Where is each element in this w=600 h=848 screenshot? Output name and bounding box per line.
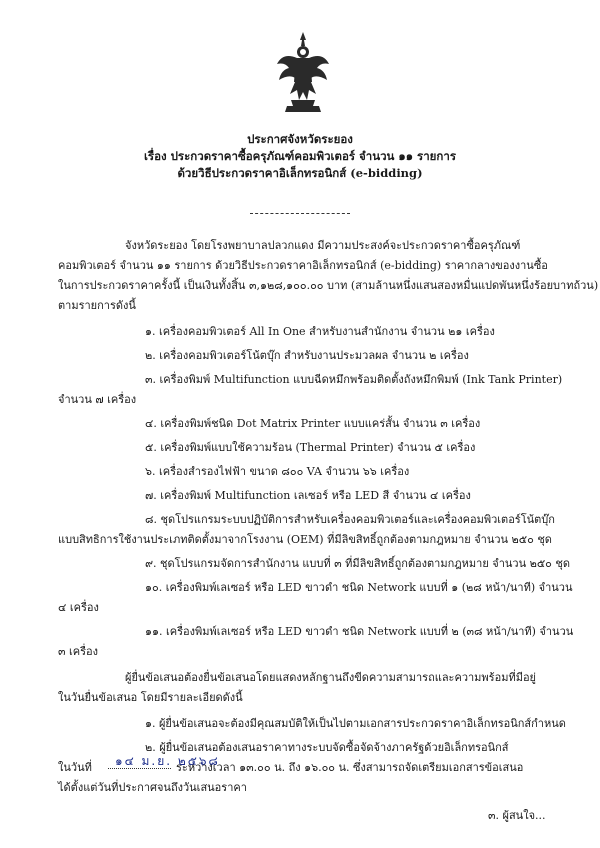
- item-4: ๔. เครื่องพิมพ์ชนิด Dot Matrix Printer แบบแคร่สั้น จำนวน ๓ เครื่อง: [145, 417, 481, 430]
- intro-line: ตามรายการดังนี้: [58, 299, 136, 312]
- item-9: ๙. ชุดโปรแกรมจัดการสำนักงาน แบบที่ ๓ ที่มีลิขสิทธิ์ถูกต้องตามกฎหมาย จำนวน ๒๕๐ ชุด: [145, 557, 571, 570]
- item-10: ๑๐. เครื่องพิมพ์เลเซอร์ หรือ LED ขาวดำ ชนิด Network แบบที่ ๑ (๒๘ หน้า/นาที) จำนวน: [145, 581, 573, 594]
- handwritten-date: ๑๔ ม.ย. ๒๕๖๘: [115, 754, 220, 768]
- item-10-cont: ๔ เครื่อง: [58, 601, 99, 614]
- condition-2-date-prefix: ในวันที่: [58, 761, 92, 774]
- condition-2-cont: ได้ตั้งแต่วันที่ประกาศจนถึงวันเสนอราคา: [58, 781, 247, 794]
- condition-2: ๒. ผู้ยื่นข้อเสนอต้องเสนอราคาทางระบบจัดซื้อจัดจ้างภาครัฐด้วยอิเล็กทรอนิกส์: [145, 741, 509, 754]
- item-6: ๖. เครื่องสำรองไฟฟ้า ขนาด ๘๐๐ VA จำนวน ๖๖ เครื่อง: [145, 465, 410, 478]
- item-3: ๓. เครื่องพิมพ์ Multifunction แบบฉีดหมึกพร้อมติดตั้งถังหมึกพิมพ์ (Ink Tank Printer): [145, 373, 563, 386]
- item-11: ๑๑. เครื่องพิมพ์เลเซอร์ หรือ LED ขาวดำ ชนิด Network แบบที่ ๒ (๓๘ หน้า/นาที) จำนวน: [145, 625, 574, 638]
- item-7: ๗. เครื่องพิมพ์ Multifunction เลเซอร์ หรือ LED สี จำนวน ๔ เครื่อง: [145, 489, 471, 502]
- item-5: ๕. เครื่องพิมพ์แบบใช้ความร้อน (Thermal Printer) จำนวน ๕ เครื่อง: [145, 441, 476, 454]
- item-3-cont: จำนวน ๗ เครื่อง: [58, 393, 137, 406]
- intro-line: ในการประกวดราคาครั้งนี้ เป็นเงินทั้งสิ้น ๓,๑๒๘,๑๐๐.๐๐ บาท (สามล้านหนึ่งแสนสองหมื่นแปดพันหนึ่งร้อยบาทถ้วน): [58, 279, 599, 292]
- item-8-cont: แบบสิทธิการใช้งานประเภทติดตั้งมาจากโรงงาน (OEM) ที่มีลิขสิทธิ์ถูกต้องตามกฎหมาย จำนวน ๒๕๐ ชุด: [58, 533, 552, 546]
- item-1: ๑. เครื่องคอมพิวเตอร์ All In One สำหรับงานสำนักงาน จำนวน ๒๑ เครื่อง: [145, 325, 495, 338]
- divider: [250, 213, 350, 214]
- announcement-subject: เรื่อง ประกวดราคาซื้อครุภัณฑ์คอมพิวเตอร์ จำนวน ๑๑ รายการ: [144, 149, 456, 163]
- announcement-title: ประกาศจังหวัดระยอง: [247, 132, 353, 146]
- item-11-cont: ๓ เครื่อง: [58, 645, 99, 658]
- eligibility-intro-cont: ในวันยื่นข้อเสนอ โดยมีรายละเอียดดังนี้: [58, 691, 243, 704]
- intro-line: จังหวัดระยอง โดยโรงพยาบาลปลวกแดง มีความประสงค์จะประกวดราคาซื้อครุภัณฑ์: [125, 239, 521, 252]
- announcement-method: ด้วยวิธีประกวดราคาอิเล็กทรอนิกส์ (e-bidding): [177, 166, 423, 180]
- garuda-emblem-icon: [275, 30, 331, 114]
- eligibility-intro: ผู้ยื่นข้อเสนอต้องยื่นข้อเสนอโดยแสดงหลักฐานถึงขีดความสามารถและความพร้อมที่มีอยู่: [125, 671, 536, 684]
- intro-line: คอมพิวเตอร์ จำนวน ๑๑ รายการ ด้วยวิธีประกวดราคาอิเล็กทรอนิกส์ (e-bidding) ราคากลางของงานซื้อ: [58, 259, 548, 272]
- item-2: ๒. เครื่องคอมพิวเตอร์โน้ตบุ๊ก สำหรับงานประมวลผล จำนวน ๒ เครื่อง: [145, 349, 469, 362]
- condition-2-time: ระหว่างเวลา ๑๓.๐๐ น. ถึง ๑๖.๐๐ น. ซึ่งสามารถจัดเตรียมเอกสารข้อเสนอ: [176, 761, 524, 774]
- continued-marker: ๓. ผู้สนใจ...: [488, 809, 546, 822]
- condition-1: ๑. ผู้ยื่นข้อเสนอจะต้องมีคุณสมบัติให้เป็นไปตามเอกสารประกวดราคาอิเล็กทรอนิกส์กำหนด: [145, 717, 566, 730]
- item-8: ๘. ชุดโปรแกรมระบบปฏิบัติการสำหรับเครื่องคอมพิวเตอร์และเครื่องคอมพิวเตอร์โน้ตบุ๊ก: [145, 513, 555, 526]
- date-underline: [108, 768, 171, 769]
